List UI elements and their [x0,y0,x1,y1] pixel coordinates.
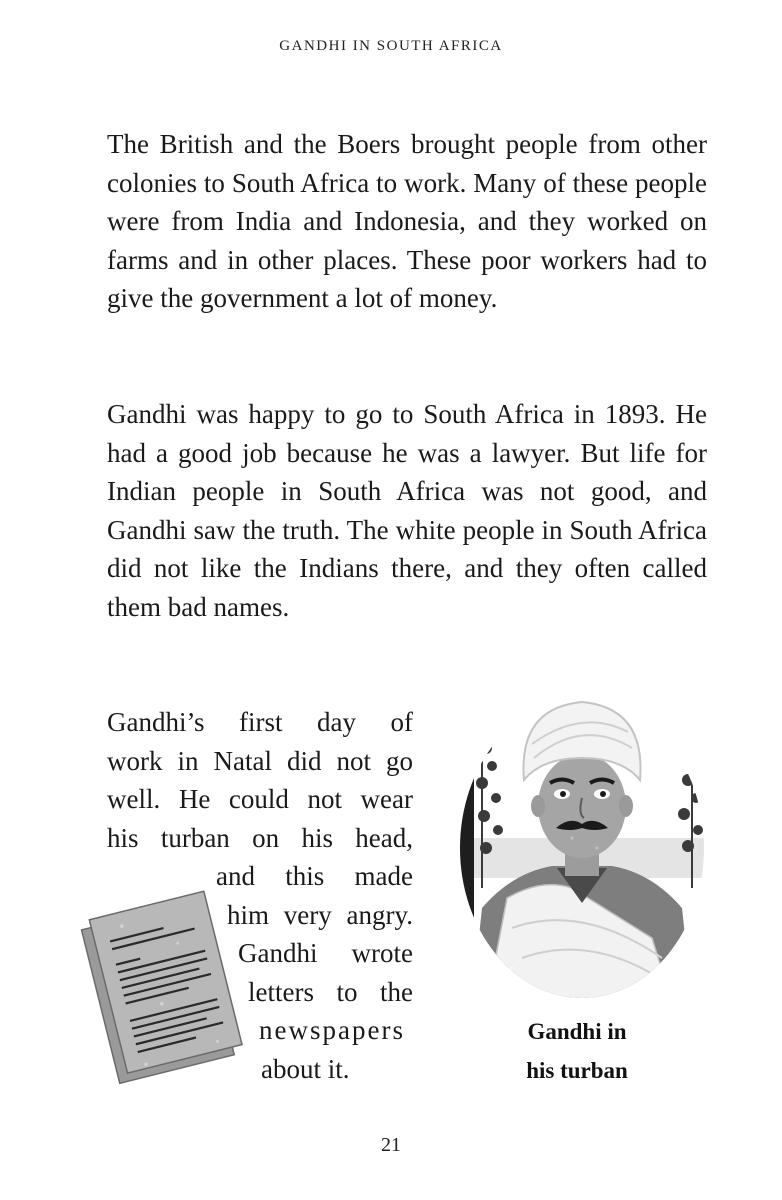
caption-line: Gandhi in [527,1019,627,1044]
running-head: GANDHI IN SOUTH AFRICA [279,38,503,54]
text-line: work in Natal did not go [107,745,413,776]
text-line: him very angry. [227,899,413,930]
caption-line: his turban [526,1058,628,1083]
text-line: well. He could not wear [107,784,413,814]
newspaper-icon [78,888,248,1088]
text-line: his turban on his head, [107,822,413,853]
figure-caption [497,1012,657,1090]
gandhi-portrait-illustration [452,688,712,1002]
paragraph-gandhi-arrival: Gandhi was happy to go to South Africa in 1893. He had a good job because he was a lawyer. But life for Indian people in South Africa was not good, and Gandhi saw the truth. The white people in South Africa did not like the Indians there, and they often called them bad names. [107,399,707,622]
text-line: about it. [261,1053,350,1084]
text-line: and this made [216,861,413,891]
page-number: 21 [381,1134,401,1156]
paragraph-british-boers: The British and the Boers brought people from other colonies to South Africa to work. Many of these people were from India and Indonesia, and they worked on farms and in other places. These poor workers had to give the government a lot of money. [107,129,707,313]
text-line: Gandhi wrote [238,938,413,968]
text-line: newspapers [259,1015,405,1045]
text-line: Gandhi’s first day of [107,707,413,737]
text-line: letters to the [248,976,413,1007]
